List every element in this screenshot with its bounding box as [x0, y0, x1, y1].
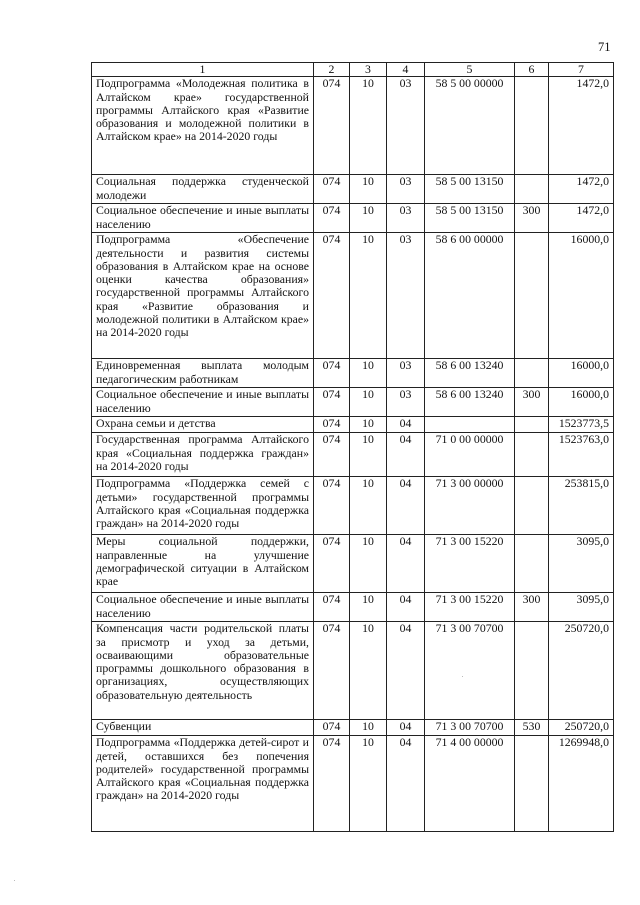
ministry-code: 074: [314, 433, 350, 477]
subsection-code: 04: [387, 593, 425, 622]
table-row: [92, 417, 614, 433]
target-article: 58 5 00 13150: [425, 175, 515, 204]
subsection-code: 04: [387, 622, 425, 720]
target-article: 58 5 00 13150: [425, 204, 515, 233]
section-code: 10: [350, 77, 387, 175]
subsection-code: 04: [387, 535, 425, 593]
amount: 16000,0: [549, 359, 614, 388]
scan-dot: [14, 880, 15, 881]
expense-type: [515, 233, 549, 359]
target-article: 58 5 00 00000: [425, 77, 515, 175]
column-header: 7: [549, 63, 614, 77]
subsection-code: 03: [387, 175, 425, 204]
scan-dot: [462, 676, 463, 677]
row-name: Компенсация части родительской платы за присмотр и уход за детьми, осваивающими образовательные программы дошкольного образования в организациях, осуществляющих образовательную деятельность: [92, 622, 314, 720]
row-name: Подпрограмма «Поддержка семей с детьми» государственной программы Алтайского края «Социальная поддержка граждан» на 2014-2020 годы: [92, 477, 314, 535]
expense-type: [515, 433, 549, 477]
expense-type: [515, 417, 549, 433]
row-name: Подпрограмма «Поддержка детей-сирот и детей, оставшихся без попечения родителей» государственной программы Алтайского края «Социальная поддержка граждан» на 2014-2020 годы: [92, 736, 314, 832]
ministry-code: 074: [314, 477, 350, 535]
table-body: [92, 77, 614, 832]
row-name: Единовременная выплата молодым педагогическим работникам: [92, 359, 314, 388]
column-header: 6: [515, 63, 549, 77]
row-name: Охрана семьи и детства: [92, 417, 314, 433]
expense-type: 300: [515, 593, 549, 622]
ministry-code: 074: [314, 204, 350, 233]
amount: 3095,0: [549, 535, 614, 593]
target-article: 71 3 00 15220: [425, 535, 515, 593]
ministry-code: 074: [314, 593, 350, 622]
subsection-code: 03: [387, 204, 425, 233]
table-row: [92, 77, 614, 175]
ministry-code: 074: [314, 233, 350, 359]
row-name: Субвенции: [92, 720, 314, 736]
target-article: 71 3 00 70700: [425, 720, 515, 736]
amount: 1523773,5: [549, 417, 614, 433]
amount: 253815,0: [549, 477, 614, 535]
row-name: Социальное обеспечение и иные выплаты населению: [92, 388, 314, 417]
expense-type: [515, 77, 549, 175]
subsection-code: 04: [387, 736, 425, 832]
column-header: 2: [314, 63, 350, 77]
page-number: 71: [598, 40, 611, 54]
expense-type: 530: [515, 720, 549, 736]
ministry-code: 074: [314, 175, 350, 204]
target-article: 71 4 00 00000: [425, 736, 515, 832]
expense-type: 300: [515, 388, 549, 417]
target-article: [425, 417, 515, 433]
table-row: [92, 233, 614, 359]
table-row: [92, 175, 614, 204]
amount: 1523763,0: [549, 433, 614, 477]
ministry-code: 074: [314, 720, 350, 736]
ministry-code: 074: [314, 417, 350, 433]
ministry-code: 074: [314, 535, 350, 593]
section-code: 10: [350, 433, 387, 477]
column-header: 1: [92, 63, 314, 77]
row-name: Социальная поддержка студенческой молодежи: [92, 175, 314, 204]
amount: 3095,0: [549, 593, 614, 622]
ministry-code: 074: [314, 77, 350, 175]
section-code: 10: [350, 720, 387, 736]
table-row: [92, 433, 614, 477]
section-code: 10: [350, 535, 387, 593]
table-row: [92, 535, 614, 593]
table-row: [92, 204, 614, 233]
subsection-code: 03: [387, 77, 425, 175]
table-row: [92, 736, 614, 832]
row-name: Социальное обеспечение и иные выплаты населению: [92, 593, 314, 622]
column-header: 5: [425, 63, 515, 77]
target-article: 71 3 00 15220: [425, 593, 515, 622]
row-name: Государственная программа Алтайского края «Социальная поддержка граждан» на 2014-2020 годы: [92, 433, 314, 477]
table-row: [92, 388, 614, 417]
table-row: [92, 477, 614, 535]
subsection-code: 03: [387, 359, 425, 388]
row-name: Подпрограмма «Обеспечение деятельности и развития системы образования в Алтайском крае на основе оценки качества образования» государственной программы Алтайского края «Развитие образования и молодежной политики в Алтайском крае» на 2014-2020 годы: [92, 233, 314, 359]
header-row: [92, 63, 614, 77]
amount: 250720,0: [549, 622, 614, 720]
subsection-code: 03: [387, 233, 425, 359]
target-article: 58 6 00 13240: [425, 388, 515, 417]
table-row: [92, 622, 614, 720]
expense-type: [515, 175, 549, 204]
expense-type: [515, 736, 549, 832]
amount: 1269948,0: [549, 736, 614, 832]
section-code: 10: [350, 593, 387, 622]
subsection-code: 04: [387, 433, 425, 477]
subsection-code: 03: [387, 388, 425, 417]
table-row: [92, 593, 614, 622]
expense-type: [515, 622, 549, 720]
expense-type: [515, 477, 549, 535]
expense-type: [515, 359, 549, 388]
row-name: Социальное обеспечение и иные выплаты населению: [92, 204, 314, 233]
amount: 1472,0: [549, 175, 614, 204]
section-code: 10: [350, 233, 387, 359]
section-code: 10: [350, 622, 387, 720]
amount: 16000,0: [549, 388, 614, 417]
section-code: 10: [350, 204, 387, 233]
column-header: 4: [387, 63, 425, 77]
amount: 250720,0: [549, 720, 614, 736]
target-article: 58 6 00 00000: [425, 233, 515, 359]
amount: 1472,0: [549, 77, 614, 175]
row-name: Меры социальной поддержки, направленные на улучшение демографической ситуации в Алтайском крае: [92, 535, 314, 593]
expense-type: [515, 535, 549, 593]
subsection-code: 04: [387, 477, 425, 535]
ministry-code: 074: [314, 359, 350, 388]
ministry-code: 074: [314, 736, 350, 832]
subsection-code: 04: [387, 720, 425, 736]
section-code: 10: [350, 175, 387, 204]
section-code: 10: [350, 388, 387, 417]
amount: 1472,0: [549, 204, 614, 233]
ministry-code: 074: [314, 388, 350, 417]
target-article: 58 6 00 13240: [425, 359, 515, 388]
amount: 16000,0: [549, 233, 614, 359]
budget-table: [91, 62, 614, 832]
table-row: [92, 720, 614, 736]
ministry-code: 074: [314, 622, 350, 720]
target-article: 71 3 00 70700: [425, 622, 515, 720]
row-name: Подпрограмма «Молодежная политика в Алтайском крае» государственной программы Алтайского края «Развитие образования и молодежной политики в Алтайском крае» на 2014-2020 годы: [92, 77, 314, 175]
table-row: [92, 359, 614, 388]
target-article: 71 0 00 00000: [425, 433, 515, 477]
section-code: 10: [350, 359, 387, 388]
column-header: 3: [350, 63, 387, 77]
subsection-code: 04: [387, 417, 425, 433]
section-code: 10: [350, 477, 387, 535]
expense-type: 300: [515, 204, 549, 233]
section-code: 10: [350, 417, 387, 433]
section-code: 10: [350, 736, 387, 832]
target-article: 71 3 00 00000: [425, 477, 515, 535]
